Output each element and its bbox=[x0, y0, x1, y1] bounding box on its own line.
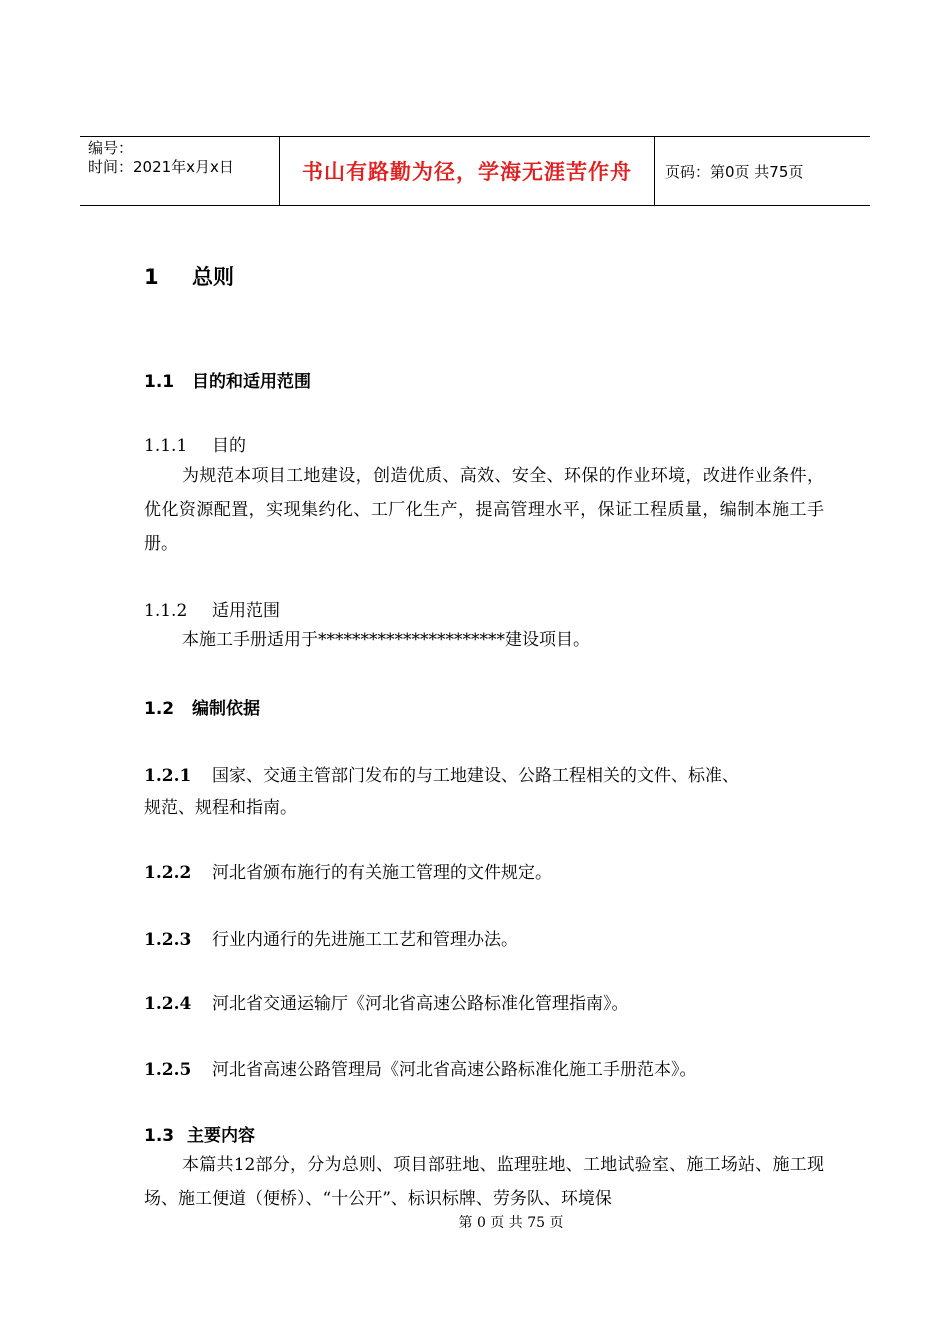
section-1-1-title: 目的和适用范围 bbox=[192, 372, 311, 392]
header-info-cell bbox=[80, 137, 280, 205]
page-header bbox=[80, 136, 870, 206]
page-number-cell bbox=[655, 137, 870, 205]
section-1-1-1-title: 目的 bbox=[212, 436, 246, 456]
page-footer: 第 0 页 共 75 页 bbox=[458, 1215, 564, 1231]
section-1-heading bbox=[144, 261, 234, 291]
item-1-2-3 bbox=[144, 925, 518, 950]
section-1-title: 总则 bbox=[192, 265, 234, 289]
section-1-1-number: 1.1 bbox=[144, 372, 175, 392]
item-1-2-4 bbox=[144, 989, 629, 1014]
item-1-2-2-number: 1.2.2 bbox=[144, 863, 192, 883]
item-1-2-5-number: 1.2.5 bbox=[144, 1060, 192, 1080]
header-page-text: 页码：第0页 共75页 bbox=[665, 162, 804, 181]
section-1-1-2-number: 1.1.2 bbox=[144, 601, 188, 621]
section-1-1-2-heading bbox=[144, 596, 280, 621]
section-1-number: 1 bbox=[144, 265, 159, 289]
motto-cell bbox=[280, 137, 655, 205]
section-1-1-1-body: 为规范本项目工地建设，创造优质、高效、安全、环保的作业环境，改进作业条件，优化资源配置，实现集约化、工厂化生产，提高管理水平，保证工程质量，编制本施工手册。 bbox=[144, 466, 824, 554]
motto-text: 书山有路勤为径，学海无涯苦作舟 bbox=[302, 160, 632, 184]
item-1-2-3-text: 行业内通行的先进施工工艺和管理办法。 bbox=[212, 930, 518, 950]
section-1-3-title: 主要内容 bbox=[187, 1126, 255, 1146]
item-1-2-1-continued: 规范、规程和指南。 bbox=[144, 798, 297, 818]
section-1-2-number: 1.2 bbox=[144, 699, 175, 719]
item-1-2-3-number: 1.2.3 bbox=[144, 930, 192, 950]
section-1-1-1-number: 1.1.1 bbox=[144, 436, 188, 456]
date-text: 时间：2021年x月x日 bbox=[88, 158, 234, 176]
item-1-2-2-text: 河北省颁布施行的有关施工管理的文件规定。 bbox=[212, 863, 552, 883]
section-1-3-heading bbox=[144, 1121, 255, 1146]
item-1-2-5 bbox=[144, 1055, 697, 1080]
section-1-3-number: 1.3 bbox=[144, 1126, 175, 1146]
serial-label: 编号： bbox=[88, 139, 134, 157]
item-1-2-4-text: 河北省交通运输厅《河北省高速公路标准化管理指南》。 bbox=[212, 994, 629, 1014]
item-1-2-2 bbox=[144, 858, 552, 883]
section-1-2-heading bbox=[144, 694, 260, 719]
item-1-2-1-number: 1.2.1 bbox=[144, 766, 192, 786]
section-1-1-heading bbox=[144, 367, 311, 392]
item-1-2-4-number: 1.2.4 bbox=[144, 994, 192, 1014]
section-1-1-1-heading bbox=[144, 431, 246, 456]
section-1-3-body: 本篇共12部分，分为总则、项目部驻地、监理驻地、工地试验室、施工场站、施工现场、施工便道（便桥）、“十公开”、标识标牌、劳务队、环境保 bbox=[144, 1155, 824, 1209]
section-1-1-2-title: 适用范围 bbox=[212, 601, 280, 621]
item-1-2-5-text: 河北省高速公路管理局《河北省高速公路标准化施工手册范本》。 bbox=[212, 1060, 697, 1080]
section-1-1-2-body: 本施工手册适用于**********************建设项目。 bbox=[182, 630, 590, 650]
item-1-2-1 bbox=[144, 761, 739, 786]
section-1-2-title: 编制依据 bbox=[192, 699, 260, 719]
item-1-2-1-text: 国家、交通主管部门发布的与工地建设、公路工程相关的文件、标准、 bbox=[212, 766, 739, 786]
